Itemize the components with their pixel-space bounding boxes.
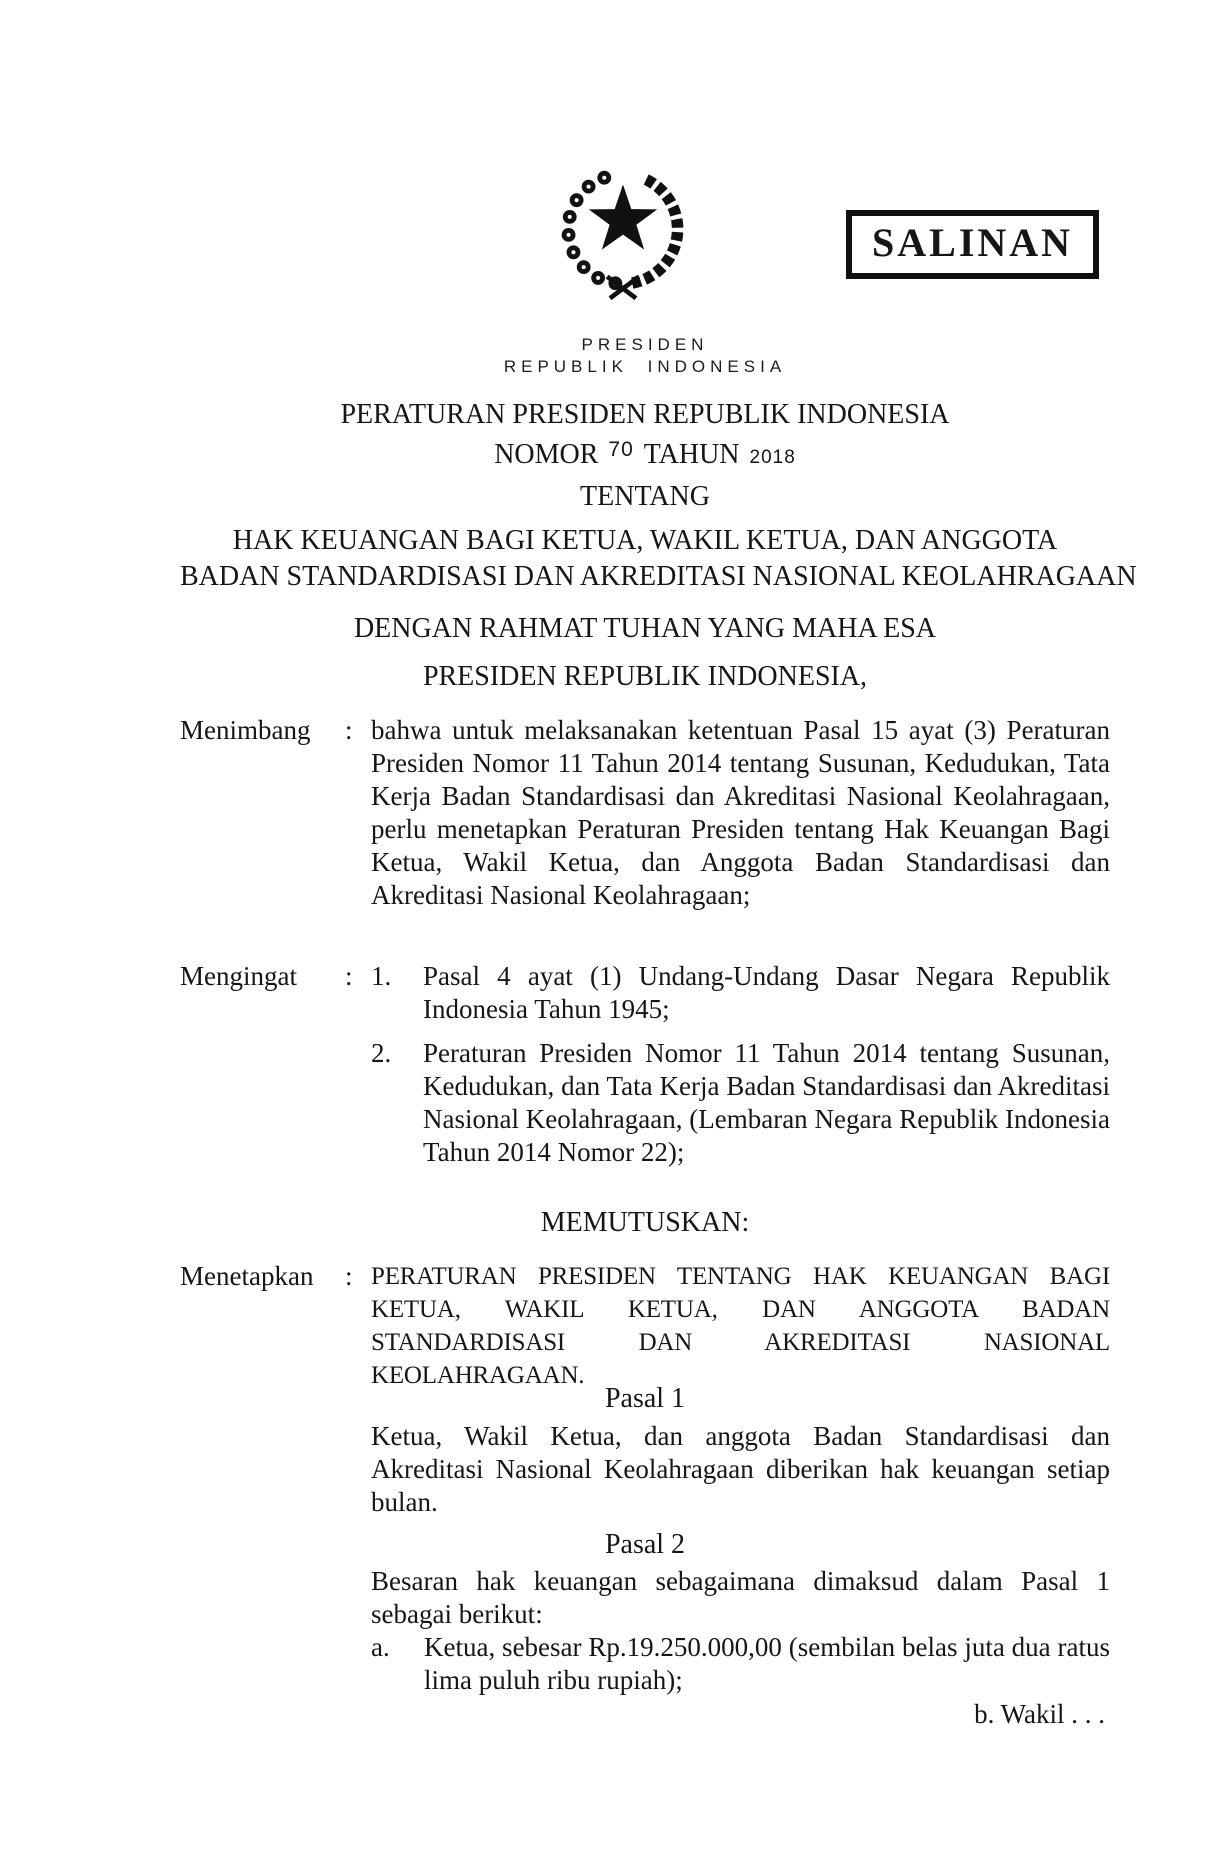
menetapkan-text: PERATURAN PRESIDEN TENTANG HAK KEUANGAN BAGI KETUA, WAKIL KETUA, DAN ANGGOTA BADAN STANDARDISASI DAN AKREDITASI NASIONAL KEOLAHRAGAAN. xyxy=(371,1263,1110,1389)
menetapkan-section xyxy=(180,1260,1110,1392)
letterhead-republik-indonesia: REPUBLIK INDONESIA xyxy=(503,357,787,376)
mengingat-section xyxy=(180,960,1110,1169)
mengingat-item-1-number: 1. xyxy=(371,961,392,991)
pasal-1-text: Ketua, Wakil Ketua, dan anggota Badan Standardisasi dan Akreditasi Nasional Keolahragaan diberikan hak keuangan setiap bulan. xyxy=(371,1421,1110,1517)
tentang-heading: TENTANG xyxy=(580,481,710,512)
mengingat-item-2-text: Peraturan Presiden Nomor 11 Tahun 2014 tentang Susunan, Kedudukan, dan Tata Kerja Badan Standardisasi dan Akreditasi Nasional Keolahragaan, (Lembaran Negara Republik Indonesia Tahun 2014 Nomor 22); xyxy=(423,1038,1110,1167)
mengingat-label: Mengingat xyxy=(180,961,297,991)
invocation-line: DENGAN RAHMAT TUHAN YANG MAHA ESA xyxy=(353,613,937,644)
star-wreath-emblem-svg xyxy=(547,160,699,304)
mengingat-item-1 xyxy=(371,960,1110,1026)
pasal-2-item-a xyxy=(371,1631,1110,1697)
memutuskan-heading: MEMUTUSKAN: xyxy=(540,1207,750,1238)
pasal-2-intro: Besaran hak keuangan sebagaimana dimaksud dalam Pasal 1 sebagai berikut: xyxy=(371,1566,1110,1629)
pasal-2-item-a-text: Ketua, sebesar Rp.19.250.000,00 (sembilan belas juta dua ratus lima puluh ribu rupiah); xyxy=(424,1632,1110,1695)
tahun-label: TAHUN xyxy=(643,439,740,470)
presidential-emblem-icon xyxy=(547,160,699,304)
salinan-stamp xyxy=(846,210,1099,279)
regulation-number-line xyxy=(180,438,1110,474)
pasal-2-body xyxy=(371,1565,1110,1697)
tahun-value: 2018 xyxy=(749,447,796,468)
regulation-title: PERATURAN PRESIDEN REPUBLIK INDONESIA xyxy=(340,399,950,430)
nomor-value: 70 xyxy=(608,438,634,461)
mengingat-item-2-number: 2. xyxy=(371,1038,392,1068)
catchword: b. Wakil . . . xyxy=(974,1699,1105,1729)
authority-line: PRESIDEN REPUBLIK INDONESIA, xyxy=(422,661,868,692)
letterhead xyxy=(180,334,1110,378)
menimbang-text: bahwa untuk melaksanakan ketentuan Pasal 15 ayat (3) Peraturan Presiden Nomor 11 Tahun 2014 tentang Susunan, Kedudukan, Tata Kerja Badan Standardisasi dan Akreditasi Nasional Keolahragaan, perlu menetapkan Peraturan Presiden tentang Hak Keuangan Bagi Ketua, Wakil Ketua, dan Anggota Badan Standardisasi dan Akreditasi Nasional Keolahragaan; xyxy=(371,715,1110,910)
star-icon xyxy=(589,184,658,249)
pasal-2-item-a-letter: a. xyxy=(371,1632,390,1662)
salinan-stamp-label: SALINAN xyxy=(872,220,1074,265)
mengingat-colon: : xyxy=(345,961,353,991)
mengingat-item-2 xyxy=(371,1037,1110,1169)
mengingat-item-1-text: Pasal 4 ayat (1) Undang-Undang Dasar Negara Republik Indonesia Tahun 1945; xyxy=(423,961,1110,1024)
menetapkan-colon: : xyxy=(345,1261,353,1291)
menimbang-section xyxy=(180,714,1110,912)
pasal-2-heading: Pasal 2 xyxy=(604,1529,686,1560)
letterhead-presiden: PRESIDEN xyxy=(581,335,709,354)
menimbang-label: Menimbang xyxy=(180,715,311,745)
pasal-1-heading: Pasal 1 xyxy=(604,1383,686,1414)
menimbang-colon: : xyxy=(345,715,353,745)
subject-line-2: BADAN STANDARDISASI DAN AKREDITASI NASIONAL KEOLAHRAGAAN xyxy=(180,561,1137,592)
nomor-label: NOMOR xyxy=(494,439,599,470)
subject-line-1: HAK KEUANGAN BAGI KETUA, WAKIL KETUA, DAN ANGGOTA xyxy=(232,525,1058,556)
menetapkan-label: Menetapkan xyxy=(180,1261,314,1291)
